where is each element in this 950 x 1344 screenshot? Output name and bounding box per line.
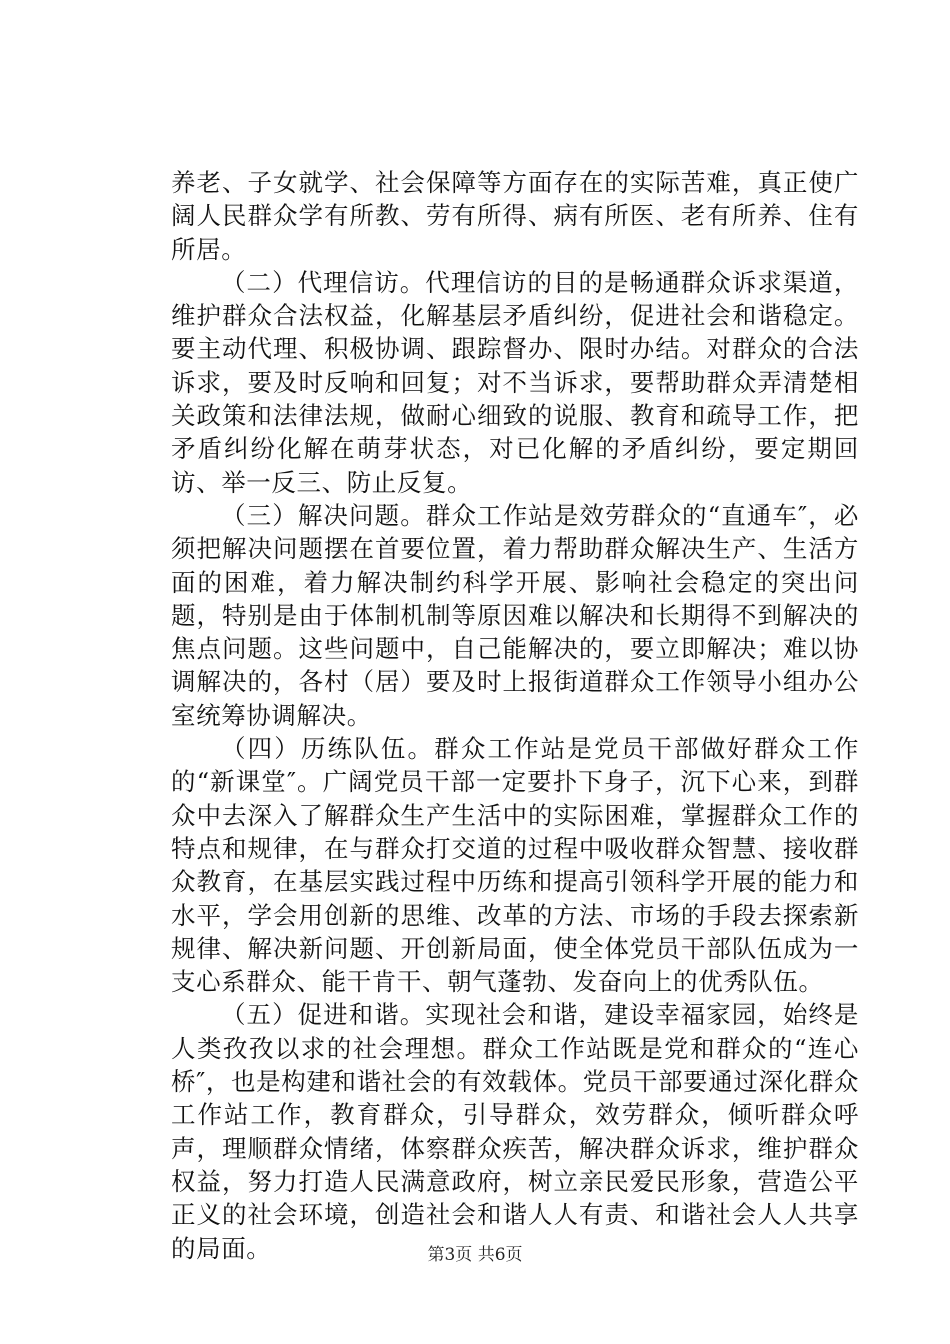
paragraph-proxy-petition: （二）代理信访。代理信访的目的是畅通群众诉求渠道，维护群众合法权益，化解基层矛盾纠纷，促进社会和谐稳定。要主动代理、积极协调、跟踪督办、限时办结。对群众的合法诉求，要及时反响和回复；对不当诉求，要帮助群众弄清楚相关政策和法律法规，做耐心细致的说服、教育和疏导工作，把矛盾纠纷化解在萌芽状态，对已化解的矛盾纠纷，要定期回访、举一反三、防止反复。: [171, 267, 859, 497]
document-body: [171, 166, 859, 1265]
paragraph-continuation: 养老、子女就学、社会保障等方面存在的实际苦难，真正使广阔人民群众学有所教、劳有所得、病有所医、老有所养、住有所居。: [171, 168, 859, 264]
paragraph-solve-problems: （三）解决问题。群众工作站是效劳群众的“直通车″，必须把解决问题摆在首要位置，着力帮助群众解决生产、生活方面的困难，着力解决制约科学开展、影响社会稳定的突出问题，特别是由于体制机制等原因难以解决和长期得不到解决的焦点问题。这些问题中，自己能解决的，要立即解决；难以协调解决的，各村（居）要及时上报街道群众工作领导小组办公室统筹协调解决。: [171, 500, 859, 730]
paragraph-promote-harmony: （五）促进和谐。实现社会和谐，建设幸福家园，始终是人类孜孜以求的社会理想。群众工作站既是党和群众的“连心桥″，也是构建和谐社会的有效载体。党员干部要通过深化群众工作站工作，教育群众，引导群众，效劳群众，倾听群众呼声，理顺群众情绪，体察群众疾苦，解决群众诉求，维护群众权益，努力打造人民满意政府，树立亲民爱民形象，营造公平正义的社会环境，创造社会和谐人人有责、和谐社会人人共享的局面。: [171, 1000, 859, 1263]
paragraph-train-team: （四）历练队伍。群众工作站是党员干部做好群众工作的“新课堂″。广阔党员干部一定要扑下身子，沉下心来，到群众中去深入了解群众生产生活中的实际困难，掌握群众工作的特点和规律，在与群众打交道的过程中吸收群众智慧、接收群众教育，在基层实践过程中历练和提高引领科学开展的能力和水平，学会用创新的思维、改革的方法、市场的手段去探索新规律、解决新问题、开创新局面，使全体党员干部队伍成为一支心系群众、能干肯干、朝气蓬勃、发奋向上的优秀队伍。: [171, 734, 859, 997]
page-number-footer: 第3页 共6页: [427, 1245, 523, 1265]
